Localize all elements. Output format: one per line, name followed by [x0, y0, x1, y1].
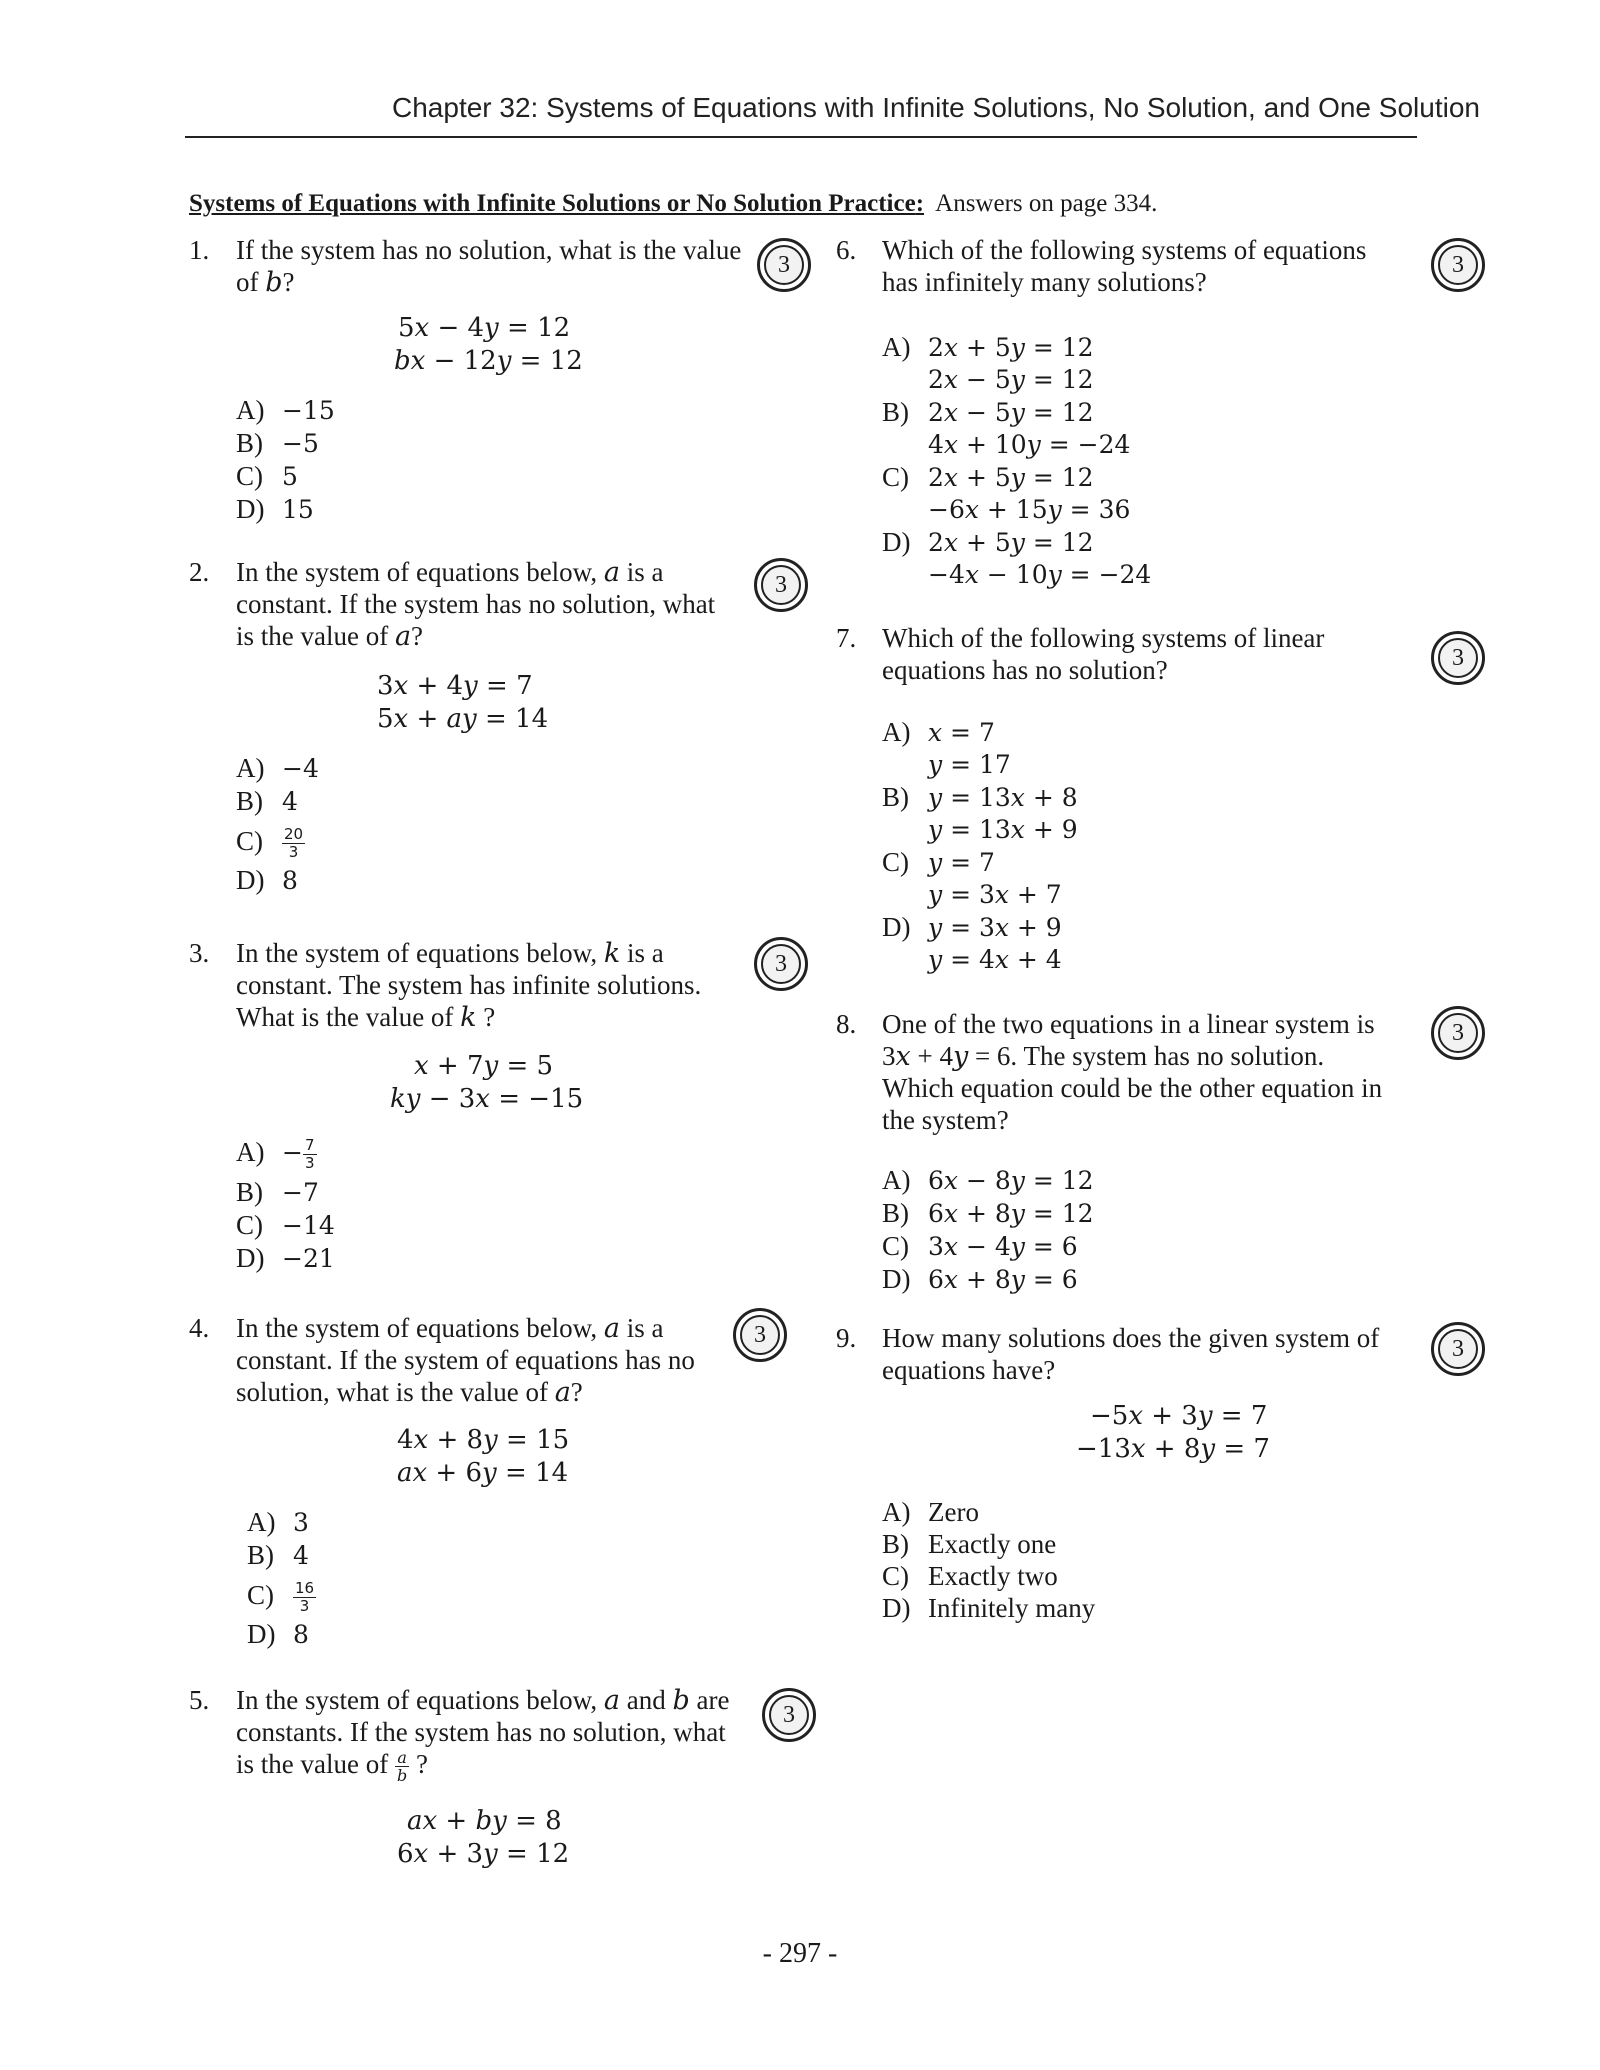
chapter-header: Chapter 32: Systems of Equations with Infinite Solutions, No Solution, and One Solution	[392, 92, 1480, 123]
question-8-line-2: 3𝑥 + 4𝑦 = 6. The system has no solution.	[882, 1041, 1325, 1071]
difficulty-badge-8	[1431, 1006, 1485, 1060]
question-2-equations	[377, 670, 548, 736]
section-title: Systems of Equations with Infinite Solutions or No Solution Practice	[189, 190, 916, 217]
question-2-number: 2.	[189, 557, 210, 587]
question-9-equations	[1076, 1400, 1270, 1466]
question-6-number: 6.	[836, 235, 857, 265]
q9-choice-a[interactable]: A) Zero	[882, 1497, 979, 1527]
question-9-line-1: How many solutions does the given system of	[882, 1323, 1380, 1353]
difficulty-value-5: 3	[769, 1695, 809, 1735]
q4-choice-c[interactable]: C) $\frac{16}{3}$	[247, 1579, 315, 1616]
section-heading	[189, 190, 1157, 218]
question-9-number: 9.	[836, 1323, 857, 1353]
question-3-choices	[236, 1128, 335, 1275]
difficulty-badge-7	[1431, 631, 1485, 685]
question-1-choices	[236, 394, 335, 526]
question-9-eq-1: −5𝑥 + 3𝑦 = 7	[1090, 1401, 1268, 1431]
difficulty-badge-3	[754, 937, 808, 991]
question-3-eq-1: 𝑥 + 7𝑦 = 5	[414, 1051, 554, 1081]
question-7-number: 7.	[836, 623, 857, 653]
q2-choice-d[interactable]: D) 8	[236, 865, 298, 895]
question-1-number: 1.	[189, 235, 210, 265]
q9-choice-c[interactable]: C) Exactly two	[882, 1561, 1058, 1591]
q1-choice-b[interactable]: B) −5	[236, 428, 319, 458]
question-3-number: 3.	[189, 938, 210, 968]
question-7-line-2: equations has no solution?	[882, 655, 1168, 685]
q2-choice-a[interactable]: A) −4	[236, 753, 319, 783]
q8-choice-c[interactable]: C) 3𝑥 − 4𝑦 = 6	[882, 1231, 1078, 1261]
q3-choice-c[interactable]: C) −14	[236, 1210, 335, 1240]
difficulty-badge-2	[754, 558, 808, 612]
question-4-text	[236, 1312, 756, 1408]
question-4-equations	[397, 1424, 569, 1490]
question-5-number: 5.	[189, 1685, 210, 1715]
question-8-line-4: the system?	[882, 1105, 1009, 1135]
difficulty-value-8: 3	[1438, 1013, 1478, 1053]
question-1-eq-2: 𝑏𝑥 − 12𝑦 = 12	[394, 346, 583, 376]
question-5-line-2: constants. If the system has no solution, what	[236, 1717, 726, 1747]
difficulty-value-2: 3	[761, 565, 801, 605]
difficulty-value-6: 3	[1438, 245, 1478, 285]
question-5-line-3: is the value of $\frac{\text{𝑎}}{\text{𝑏}}$ ?	[236, 1748, 428, 1786]
question-4-line-3: solution, what is the value of 𝑎?	[236, 1377, 583, 1407]
question-1-line-2: of 𝑏?	[236, 267, 295, 297]
question-7-text	[882, 622, 1402, 686]
q1-choice-a[interactable]: A) −15	[236, 395, 335, 425]
q3-choice-a-fraction: $\frac{7}{3}$	[304, 1136, 315, 1173]
q7-choice-b[interactable]: B) 𝑦 = 13𝑥 + 8 𝑦 = 13𝑥 + 9	[882, 782, 1078, 844]
question-2-line-2: constant. If the system has no solution, what	[236, 589, 716, 619]
q7-choice-a[interactable]: A) 𝑥 = 7 𝑦 = 17	[882, 717, 1011, 779]
question-6-line-2: has infinitely many solutions?	[882, 267, 1207, 297]
q3-choice-b[interactable]: B) −7	[236, 1177, 319, 1207]
question-8-line-1: One of the two equations in a linear system is	[882, 1009, 1375, 1039]
q9-choice-b[interactable]: B) Exactly one	[882, 1529, 1057, 1559]
question-2-line-1: In the system of equations below, 𝑎 is a	[236, 557, 664, 587]
question-4-number: 4.	[189, 1313, 210, 1343]
q1-choice-d[interactable]: D) 15	[236, 494, 314, 524]
question-5-text	[236, 1684, 776, 1784]
q9-choice-d[interactable]: D) Infinitely many	[882, 1593, 1096, 1623]
difficulty-value-1: 3	[764, 245, 804, 285]
question-6-choices	[882, 331, 1151, 591]
difficulty-badge-6	[1431, 238, 1485, 292]
difficulty-badge-9	[1431, 1322, 1485, 1376]
question-2-eq-1: 3𝑥 + 4𝑦 = 7	[377, 671, 533, 701]
question-9-eq-2: −13𝑥 + 8𝑦 = 7	[1076, 1434, 1270, 1464]
q8-choice-d[interactable]: D) 6𝑥 + 8𝑦 = 6	[882, 1264, 1078, 1294]
question-8-number: 8.	[836, 1009, 857, 1039]
question-1-line-1: If the system has no solution, what is the value	[236, 235, 742, 265]
question-9-line-2: equations have?	[882, 1355, 1056, 1385]
q2-choice-c-fraction: $\frac{20}{3}$	[284, 825, 304, 862]
difficulty-badge-1	[757, 238, 811, 292]
q6-choice-d[interactable]: D) 2𝑥 + 5𝑦 = 12 −4𝑥 − 10𝑦 = −24	[882, 527, 1152, 589]
q4-choice-c-fraction: $\frac{16}{3}$	[295, 1579, 315, 1616]
q2-choice-c[interactable]: C) $\frac{20}{3}$	[236, 825, 304, 862]
question-2-choices	[236, 752, 319, 897]
question-3-equations	[390, 1050, 583, 1116]
q3-choice-d[interactable]: D) −21	[236, 1243, 335, 1273]
section-colon: :	[915, 190, 925, 217]
question-5-equations	[397, 1805, 569, 1871]
question-5-eq-1: 𝑎𝑥 + 𝑏𝑦 = 8	[407, 1806, 562, 1836]
question-3-line-1: In the system of equations below, 𝑘 is a	[236, 938, 664, 968]
q7-choice-d[interactable]: D) 𝑦 = 3𝑥 + 9 𝑦 = 4𝑥 + 4	[882, 912, 1062, 974]
question-4-line-1: In the system of equations below, 𝑎 is a	[236, 1313, 664, 1343]
difficulty-value-9: 3	[1438, 1329, 1478, 1369]
q3-choice-a[interactable]: A) − $\frac{7}{3}$	[236, 1136, 315, 1173]
difficulty-value-4: 3	[740, 1315, 780, 1355]
question-5-line-1: In the system of equations below, 𝑎 and 𝑏 are	[236, 1685, 730, 1715]
q2-choice-b[interactable]: B) 4	[236, 786, 298, 816]
question-1-text	[236, 234, 756, 298]
question-2-text	[236, 556, 756, 652]
q7-choice-c[interactable]: C) 𝑦 = 7 𝑦 = 3𝑥 + 7	[882, 847, 1062, 909]
question-9-choices	[882, 1496, 1095, 1624]
question-4-eq-2: 𝑎𝑥 + 6𝑦 = 14	[397, 1458, 569, 1488]
q8-choice-a[interactable]: A) 6𝑥 − 8𝑦 = 12	[882, 1165, 1094, 1195]
question-8-line-3: Which equation could be the other equation in	[882, 1073, 1383, 1103]
q6-choice-b[interactable]: B) 2𝑥 − 5𝑦 = 12 4𝑥 + 10𝑦 = −24	[882, 397, 1131, 459]
question-5-eq-2: 6𝑥 + 3𝑦 = 12	[397, 1839, 570, 1869]
q4-choice-a[interactable]: A) 3	[247, 1507, 309, 1537]
question-4-eq-1: 4𝑥 + 8𝑦 = 15	[397, 1425, 570, 1455]
question-6-text	[882, 234, 1402, 298]
question-4-choices	[247, 1506, 316, 1651]
page-number: - 297 -	[762, 1938, 838, 1969]
difficulty-value-7: 3	[1438, 638, 1478, 678]
difficulty-badge-4	[733, 1308, 787, 1362]
question-3-line-2: constant. The system has infinite solutions.	[236, 970, 702, 1000]
section-note: Answers on page 334.	[935, 190, 1158, 217]
difficulty-value-3: 3	[761, 944, 801, 984]
question-7-choices	[882, 716, 1078, 976]
question-4-line-2: constant. If the system of equations has no	[236, 1345, 695, 1375]
header-rule	[185, 136, 1417, 138]
question-1-equations	[394, 312, 583, 378]
question-1-eq-1: 5𝑥 − 4𝑦 = 12	[398, 313, 571, 343]
q6-choice-a[interactable]: A) 2𝑥 + 5𝑦 = 12 2𝑥 − 5𝑦 = 12	[882, 332, 1094, 394]
q4-choice-d[interactable]: D) 8	[247, 1619, 309, 1649]
question-3-text	[236, 937, 756, 1033]
q6-choice-c[interactable]: C) 2𝑥 + 5𝑦 = 12 −6𝑥 + 15𝑦 = 36	[882, 462, 1131, 524]
difficulty-badge-5	[762, 1688, 816, 1742]
question-7-line-1: Which of the following systems of linear	[882, 623, 1325, 653]
question-8-choices	[882, 1164, 1094, 1296]
question-9-text	[882, 1322, 1402, 1386]
question-6-line-1: Which of the following systems of equations	[882, 235, 1367, 265]
question-8-text	[882, 1008, 1402, 1136]
q4-choice-b[interactable]: B) 4	[247, 1540, 309, 1570]
question-3-line-3: What is the value of 𝑘 ?	[236, 1002, 496, 1032]
question-3-eq-2: 𝑘𝑦 − 3𝑥 = −15	[390, 1084, 584, 1114]
question-2-line-3: is the value of 𝑎?	[236, 621, 424, 651]
q8-choice-b[interactable]: B) 6𝑥 + 8𝑦 = 12	[882, 1198, 1094, 1228]
question-2-eq-2: 5𝑥 + 𝑎𝑦 = 14	[377, 704, 549, 734]
q1-choice-c[interactable]: C) 5	[236, 461, 298, 491]
question-5-fraction: $\frac{\text{𝑎}}{\text{𝑏}}$	[396, 1748, 408, 1786]
